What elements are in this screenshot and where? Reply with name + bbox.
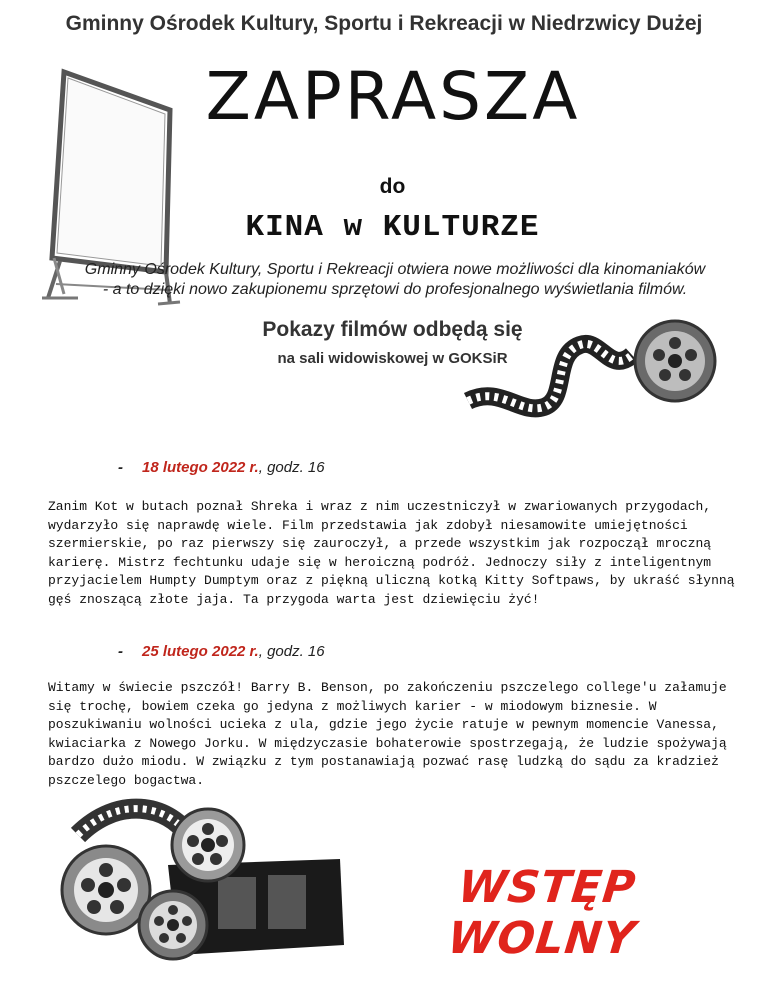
screening-2-dash: - (118, 643, 123, 660)
film-reel-icon (460, 315, 725, 435)
invite-headline: ZAPRASZA (205, 58, 581, 135)
screening-2-heading (118, 643, 325, 660)
screening-1-dash: - (118, 459, 123, 476)
free-entry-banner: WSTĘP WOLNY (445, 862, 639, 964)
screening-2-description: Witamy w świecie pszczół! Barry B. Benson, po zakończeniu pszczelego college'u załamuje się trochę, bowiem czeka go jedyna z możliwych karier - w miodowym biznesie. W poszukiwaniu wolności ucieka z ula, gdzie jego życie ratuje w pewnym momencie Vanessa, kwiaciarka z Nowego Jorku. W międzyczasie bohaterowie spostrzegają, że ludzie spożywają bardzo dużo miodu. W związku z tym postanawiają pozwać rasę ludzką do sądu za kradzież pszczelego bogactwa. (48, 680, 727, 788)
organization-title: Gminny Ośrodek Kultury, Sportu i Rekreacji w Niedrzwicy Dużej (65, 12, 703, 35)
screening-1-time: , godz. 16 (258, 459, 325, 476)
screening-1-heading (118, 459, 325, 476)
intro-text (60, 260, 730, 300)
headline-do: do (379, 175, 406, 198)
screening-2-time: , godz. 16 (258, 643, 325, 660)
screening-1-description: Zanim Kot w butach poznał Shreka i wraz z nim uczestniczył w zwariowanych przygodach, wydarzyło się naprawdę wiele. Film przedstawia jak zdobył niesamowite umiejętności szermierskie, po raz pierwszy się zauroczył, a przede wszystkim jak rozpoczął mroczną karierę. Mistrz fechtunku udaje się w heroiczną podróż. Jednoczy siły z inteligentnym przyjacielem Humpty Dumptym oraz z piękną uliczną kotką Kitty Softpaws, by ukraść słynną gęś znoszącą złote jaja. Ta przygoda warta jest dziewięciu żyć! (48, 499, 735, 607)
shows-title: Pokazy filmów odbędą się (262, 318, 523, 341)
intro-line-2: - a to dzięki nowo zakupionemu sprzętowi do profesjonalnego wyświetlania filmów. (102, 281, 688, 298)
intro-line-1: Gminny Ośrodek Kultury, Sportu i Rekreacji otwiera nowe możliwości dla kinomaniaków (84, 261, 706, 278)
screening-2-date: 25 lutego 2022 r. (142, 643, 259, 660)
screening-1-date: 18 lutego 2022 r. (142, 459, 259, 476)
shows-venue: na sali widowiskowej w GOKSiR (277, 350, 508, 367)
event-title: KINA w KULTURZE (245, 210, 540, 245)
film-reels-collage-icon (48, 795, 348, 970)
